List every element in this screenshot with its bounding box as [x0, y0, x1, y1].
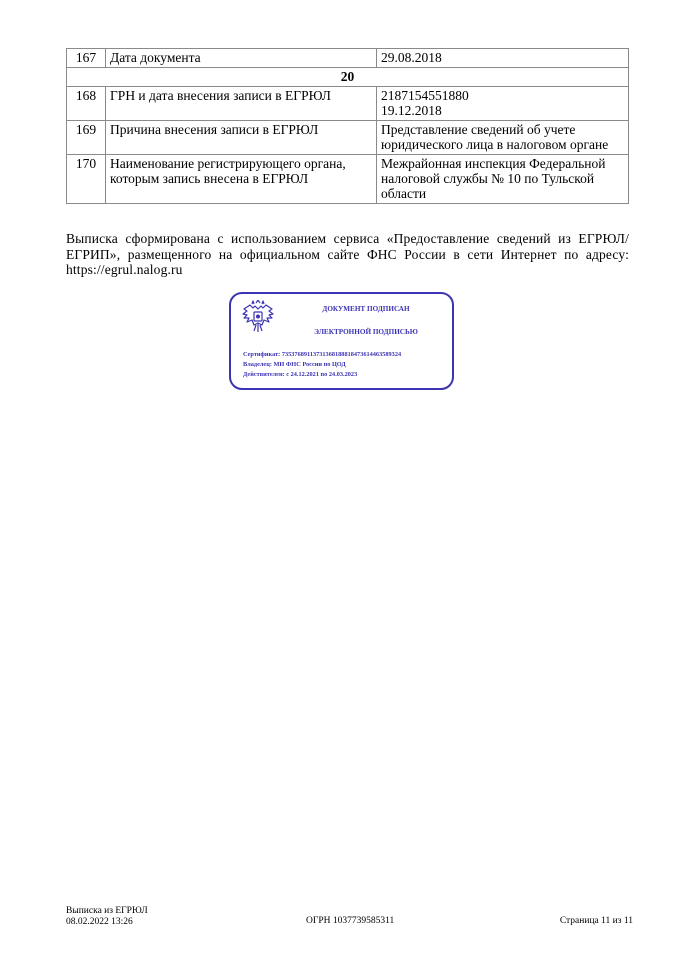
footer-left	[66, 906, 148, 927]
footer-page-number: Страница 11 из 11	[559, 916, 633, 926]
row-label	[106, 155, 377, 204]
footer-datetime: 08.02.2022 13:26	[66, 916, 133, 927]
row-label: Дата документа	[106, 49, 377, 68]
double-headed-eagle-emblem-icon	[241, 300, 275, 336]
footer-doc-name: Выписка из ЕГРЮЛ	[66, 906, 148, 916]
extract-footnote: Выписка сформирована с использованием сервиса «Предоставление сведений из ЕГРЮЛ/ЕГРИП», размещенного на официальном сайте ФНС России в сети Интернет по адресу: https://egrul.nalog.ru	[66, 231, 629, 277]
stamp-title: ДОКУМЕНТ ПОДПИСАН	[322, 305, 410, 313]
row-number: 170	[67, 155, 106, 204]
row-label: ГРН и дата внесения записи в ЕГРЮЛ	[106, 87, 377, 121]
row-number: 167	[67, 49, 106, 68]
row-value: 29.08.2018	[377, 49, 629, 68]
row-value-line: налоговой службы № 10 по Тульской	[381, 171, 595, 186]
table-row	[67, 155, 629, 204]
row-value-line: юридического лица в налоговом органе	[381, 137, 609, 152]
section-header-row	[67, 68, 629, 87]
row-value	[377, 87, 629, 121]
row-label-line: которым запись внесена в ЕГРЮЛ	[110, 171, 309, 186]
row-value-line: Представление сведений об учете	[381, 122, 576, 137]
stamp-subtitle: ЭЛЕКТРОННОЙ ПОДПИСЬЮ	[314, 328, 418, 336]
row-label-line: Наименование регистрирующего органа,	[110, 156, 346, 171]
row-number: 169	[67, 121, 106, 155]
row-number: 168	[67, 87, 106, 121]
stamp-owner: Владелец: МИ ФНС России по ЦОД	[243, 361, 346, 368]
row-value-line: 19.12.2018	[381, 103, 442, 118]
table-row	[67, 49, 629, 68]
row-label: Причина внесения записи в ЕГРЮЛ	[106, 121, 377, 155]
row-value-line: Межрайонная инспекция Федеральной	[381, 156, 606, 171]
row-value-line: 2187154551880	[381, 88, 469, 103]
table-row	[67, 121, 629, 155]
row-value-line: области	[381, 186, 427, 201]
row-value	[377, 121, 629, 155]
electronic-signature-stamp	[229, 292, 454, 390]
stamp-validity: Действителен: с 24.12.2021 по 24.03.2023	[243, 371, 358, 378]
records-table	[66, 48, 629, 204]
footer-ogrn: ОГРН 1037739585311	[306, 916, 395, 926]
row-value	[377, 155, 629, 204]
table-row	[67, 87, 629, 121]
stamp-certificate: Сертификат: 735376891137313681888184736144635893​24	[243, 351, 402, 358]
section-number: 20	[67, 68, 629, 87]
